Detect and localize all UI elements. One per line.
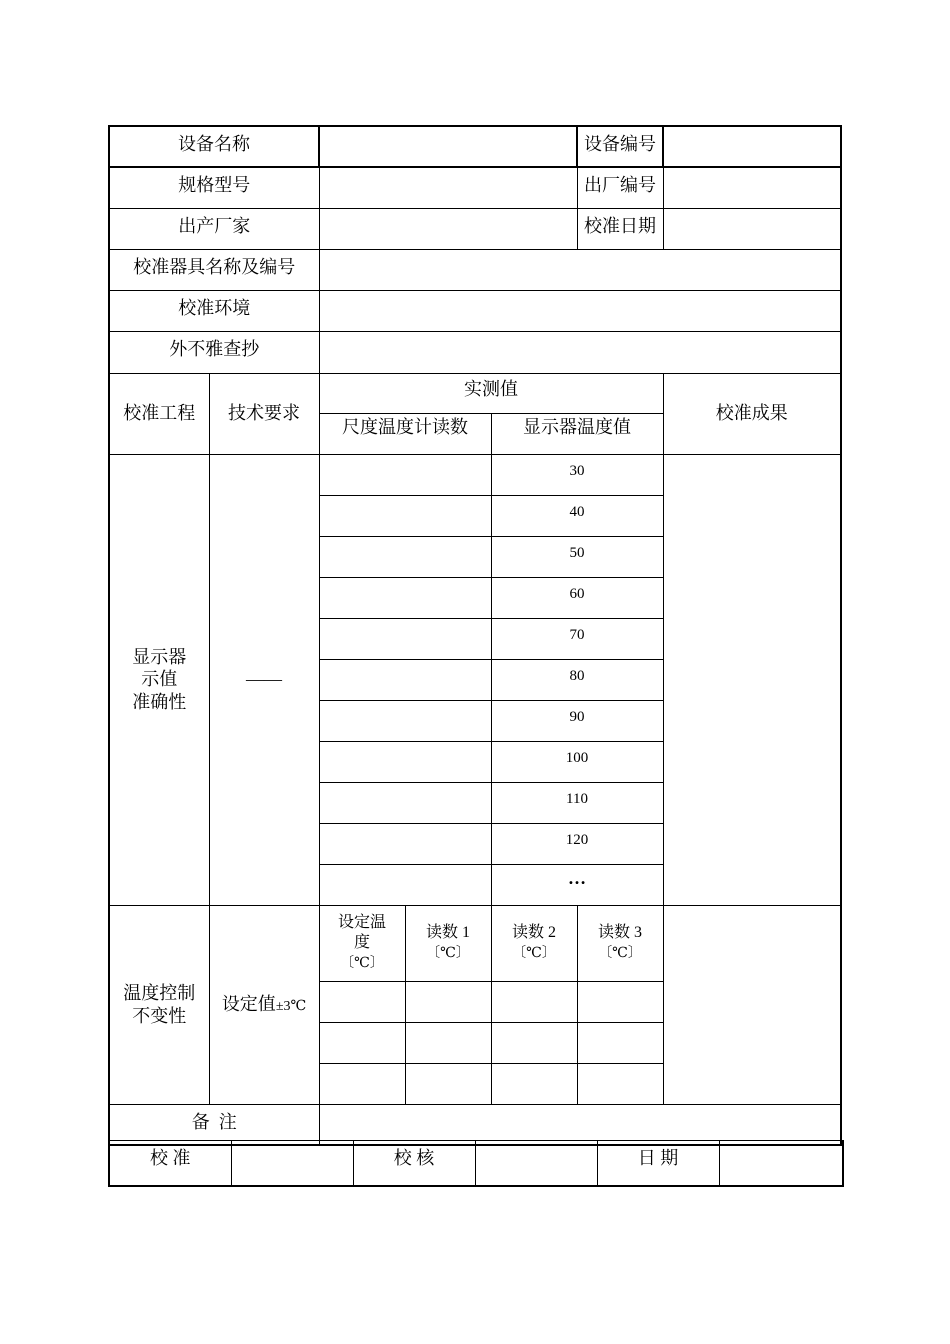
- display-accuracy-line2: 示值: [141, 669, 178, 690]
- reading3-cell[interactable]: [577, 1063, 663, 1104]
- appearance-field[interactable]: [319, 331, 841, 373]
- set-temp-line2: 度: [353, 934, 370, 951]
- reading2-unit: 〔℃〕: [512, 946, 556, 961]
- remarks-field[interactable]: [319, 1104, 841, 1145]
- display-temp-cell: …: [491, 864, 663, 905]
- ruler-reading-cell[interactable]: [319, 864, 491, 905]
- display-accuracy-label: [109, 454, 209, 905]
- reading2-header: [491, 905, 577, 981]
- reading3-label: 读数 3: [598, 924, 643, 941]
- calibration-date-label: 校准日期: [577, 208, 663, 249]
- display-result-cell[interactable]: [663, 454, 841, 905]
- reading2-cell[interactable]: [491, 1063, 577, 1104]
- reading3-unit: 〔℃〕: [598, 946, 642, 961]
- device-name-field[interactable]: [319, 126, 577, 167]
- instrument-field[interactable]: [319, 249, 841, 290]
- model-field[interactable]: [319, 167, 577, 208]
- check-field[interactable]: [475, 1141, 597, 1186]
- result-header: 校准成果: [663, 373, 841, 454]
- set-temp-cell[interactable]: [319, 1063, 405, 1104]
- factory-number-label: 出厂编号: [577, 167, 663, 208]
- display-temp-cell: 70: [491, 618, 663, 659]
- measured-header: 实测值: [319, 373, 663, 413]
- set-temp-line1: 设定温: [337, 914, 386, 931]
- control-stability-line1: 温度控制: [123, 983, 196, 1003]
- ruler-reading-header: 尺度温度计读数: [319, 413, 491, 454]
- reading3-cell[interactable]: [577, 1022, 663, 1063]
- control-requirement: [209, 905, 319, 1104]
- date-label: 日 期: [597, 1141, 719, 1186]
- reading2-label: 读数 2: [512, 924, 557, 941]
- display-value-header: 显示器温度值: [491, 413, 663, 454]
- reading1-unit: 〔℃〕: [426, 946, 470, 961]
- ruler-reading-cell[interactable]: [319, 700, 491, 741]
- reading1-label: 读数 1: [425, 924, 470, 941]
- display-temp-cell: 100: [491, 741, 663, 782]
- requirement-header: 技术要求: [209, 373, 319, 454]
- display-temp-cell: 60: [491, 577, 663, 618]
- reading1-cell[interactable]: [405, 981, 491, 1022]
- reading2-cell[interactable]: [491, 1022, 577, 1063]
- control-requirement-tolerance: ±3℃: [275, 999, 307, 1015]
- ruler-reading-cell[interactable]: [319, 741, 491, 782]
- display-temp-cell: 110: [491, 782, 663, 823]
- display-accuracy-line1: 显示器: [132, 646, 187, 667]
- set-temp-cell[interactable]: [319, 1022, 405, 1063]
- control-requirement-text: 设定值: [221, 994, 276, 1015]
- ruler-reading-cell[interactable]: [319, 618, 491, 659]
- manufacturer-label: 出产厂家: [109, 208, 319, 249]
- control-stability-line2: 不变性: [132, 1005, 187, 1026]
- date-field[interactable]: [719, 1141, 843, 1186]
- display-temp-cell: 90: [491, 700, 663, 741]
- environment-label: 校准环境: [109, 290, 319, 331]
- ruler-reading-cell[interactable]: [319, 577, 491, 618]
- calibrate-label: 校 准: [109, 1141, 231, 1186]
- ruler-reading-cell[interactable]: [319, 495, 491, 536]
- factory-number-field[interactable]: [663, 167, 841, 208]
- set-temp-cell[interactable]: [319, 981, 405, 1022]
- device-number-label: 设备编号: [577, 126, 663, 167]
- reading1-cell[interactable]: [405, 1022, 491, 1063]
- display-temp-cell: 120: [491, 823, 663, 864]
- display-temp-cell: 50: [491, 536, 663, 577]
- set-temp-unit: 〔℃〕: [340, 956, 384, 971]
- control-result-cell[interactable]: [663, 905, 841, 1104]
- signature-table: [108, 1140, 844, 1187]
- model-label: 规格型号: [109, 167, 319, 208]
- check-label: 校 核: [353, 1141, 475, 1186]
- environment-field[interactable]: [319, 290, 841, 331]
- display-requirement: ——: [209, 454, 319, 905]
- ruler-reading-cell[interactable]: [319, 536, 491, 577]
- reading3-header: [577, 905, 663, 981]
- reading1-cell[interactable]: [405, 1063, 491, 1104]
- control-stability-label: [109, 905, 209, 1104]
- ruler-reading-cell[interactable]: [319, 782, 491, 823]
- item-header: 校准工程: [109, 373, 209, 454]
- calibration-date-field[interactable]: [663, 208, 841, 249]
- ruler-reading-cell[interactable]: [319, 454, 491, 495]
- appearance-label: 外不雅查抄: [109, 331, 319, 373]
- reading3-cell[interactable]: [577, 981, 663, 1022]
- display-accuracy-line3: 准确性: [132, 691, 187, 712]
- display-temp-cell: 40: [491, 495, 663, 536]
- manufacturer-field[interactable]: [319, 208, 577, 249]
- set-temp-header: [319, 905, 405, 981]
- device-name-label: 设备名称: [109, 126, 319, 167]
- reading2-cell[interactable]: [491, 981, 577, 1022]
- reading1-header: [405, 905, 491, 981]
- display-temp-cell: 80: [491, 659, 663, 700]
- device-number-field[interactable]: [663, 126, 841, 167]
- ruler-reading-cell[interactable]: [319, 823, 491, 864]
- calibrate-field[interactable]: [231, 1141, 353, 1186]
- remarks-label: 备 注: [109, 1104, 319, 1145]
- instrument-label: 校准器具名称及编号: [109, 249, 319, 290]
- ruler-reading-cell[interactable]: [319, 659, 491, 700]
- display-temp-cell: 30: [491, 454, 663, 495]
- calibration-table: [108, 125, 842, 1146]
